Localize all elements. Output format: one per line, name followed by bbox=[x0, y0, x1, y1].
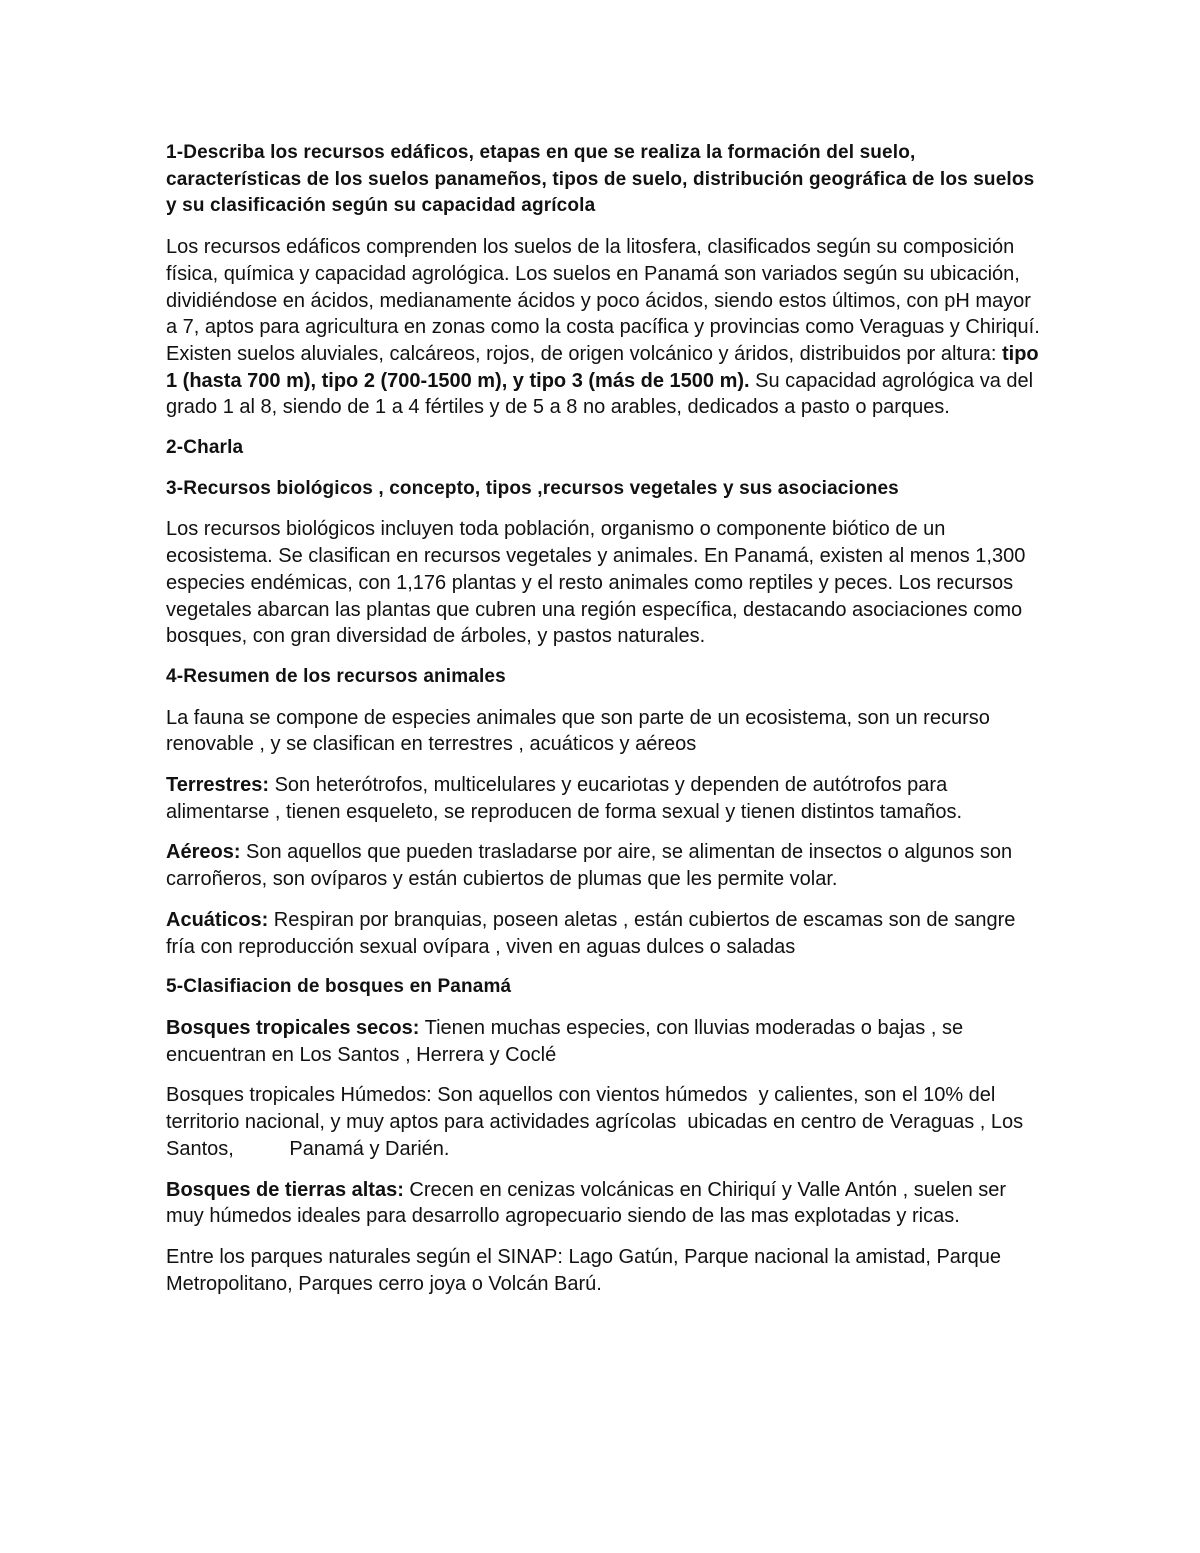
bosques-tierras-altas-text: Crecen en cenizas volcánicas en Chiriquí y Valle Antón , suelen ser muy húmedos ideales para desarrollo agropecuario siendo de las mas explotadas y ricas. bbox=[166, 1178, 1007, 1228]
acuaticos-text: Respiran por branquias, poseen aletas , están cubiertos de escamas son de sangre fría con reproducción sexual ovípara , viven en aguas dulces o saladas bbox=[166, 908, 1016, 958]
parques-naturales-paragraph: Entre los parques naturales según el SINAP: Lago Gatún, Parque nacional la amistad, Parque Metropolitano, Parques cerro joya o Volcán Barú. bbox=[166, 1245, 1001, 1295]
terrestres-label: Terrestres: bbox=[166, 774, 270, 797]
section-1-text-a: Los recursos edáficos comprenden los suelos de la litosfera, clasificados según su composición física, química y capacidad agrológica. Los suelos en Panamá son variados según su ubicación, dividiéndose en ácidos, medianamente ácidos y poco ácidos, siendo estos últimos, con pH mayor a 7, aptos para agricultura en zonas como la costa pacífica y provincias como Veraguas y Chiriquí. Existen suelos aluviales, calcáreos, rojos, de origen volcánico y áridos, distribuidos por altura: bbox=[166, 236, 1040, 365]
section-3-paragraph: Los recursos biológicos incluyen toda población, organismo o componente biótico de un ecosistema. Se clasifican en recursos vegetales y animales. En Panamá, existen al menos 1,300 especies endémicas, con 1,176 plantas y el resto animales como reptiles y peces. Los recursos vegetales abarcan las plantas que cubren una región específica, destacando asociaciones como bosques, con gran diversidad de árboles, y pastos naturales. bbox=[166, 518, 1026, 648]
document-page bbox=[166, 140, 1046, 1311]
aereos-label: Aéreos: bbox=[166, 841, 241, 864]
bosques-tierras-altas-paragraph bbox=[166, 1177, 1046, 1230]
section-1-paragraph bbox=[166, 234, 1046, 421]
section-3-heading: 3-Recursos biológicos , concepto, tipos ,recursos vegetales y sus asociaciones bbox=[166, 477, 899, 499]
bosques-humedos-paragraph: Bosques tropicales Húmedos: Son aquellos con vientos húmedos y calientes, son el 10% del territorio nacional, y muy aptos para actividades agrícolas ubicadas en centro de Veraguas , Los Santos, Panamá y Darién. bbox=[166, 1084, 1029, 1160]
acuaticos-label: Acuáticos: bbox=[166, 908, 269, 931]
aereos-paragraph bbox=[166, 839, 1046, 892]
section-4-heading: 4-Resumen de los recursos animales bbox=[166, 665, 506, 687]
bosques-tierras-altas-label: Bosques de tierras altas: bbox=[166, 1178, 404, 1201]
bosques-secos-text: Tienen muchas especies, con lluvias moderadas o bajas , se encuentran en Los Santos , Herrera y Coclé bbox=[166, 1016, 964, 1066]
section-2-heading: 2-Charla bbox=[166, 437, 244, 459]
section-5-heading: 5-Clasifiacion de bosques en Panamá bbox=[166, 976, 512, 998]
acuaticos-paragraph bbox=[166, 907, 1046, 960]
section-1-text-b: Su capacidad agrológica va del grado 1 al 8, siendo de 1 a 4 fértiles y de 5 a 8 no arables, dedicados a pasto o parques. bbox=[166, 369, 1034, 419]
section-1-heading: 1-Describa los recursos edáficos, etapas en que se realiza la formación del suelo, características de los suelos panameños, tipos de suelo, distribución geográfica de los suelos y su clasificación según su capacidad agrícola bbox=[166, 142, 1035, 217]
section-4-paragraph: La fauna se compone de especies animales que son parte de un ecosistema, son un recurso renovable , y se clasifican en terrestres , acuáticos y aéreos bbox=[166, 706, 990, 756]
bosques-secos-label: Bosques tropicales secos: bbox=[166, 1016, 420, 1039]
section-1-soil-types: tipo 1 (hasta 700 m), tipo 2 (700-1500 m), y tipo 3 (más de 1500 m). bbox=[166, 342, 1039, 392]
terrestres-paragraph bbox=[166, 772, 1046, 825]
bosques-secos-paragraph bbox=[166, 1015, 1046, 1068]
aereos-text: Son aquellos que pueden trasladarse por aire, se alimentan de insectos o algunos son carroñeros, son ovíparos y están cubiertos de plumas que les permite volar. bbox=[166, 841, 1013, 891]
terrestres-text: Son heterótrofos, multicelulares y eucariotas y dependen de autótrofos para alimentarse , tienen esqueleto, se reproducen de forma sexual y tienen distintos tamaños. bbox=[166, 774, 963, 823]
